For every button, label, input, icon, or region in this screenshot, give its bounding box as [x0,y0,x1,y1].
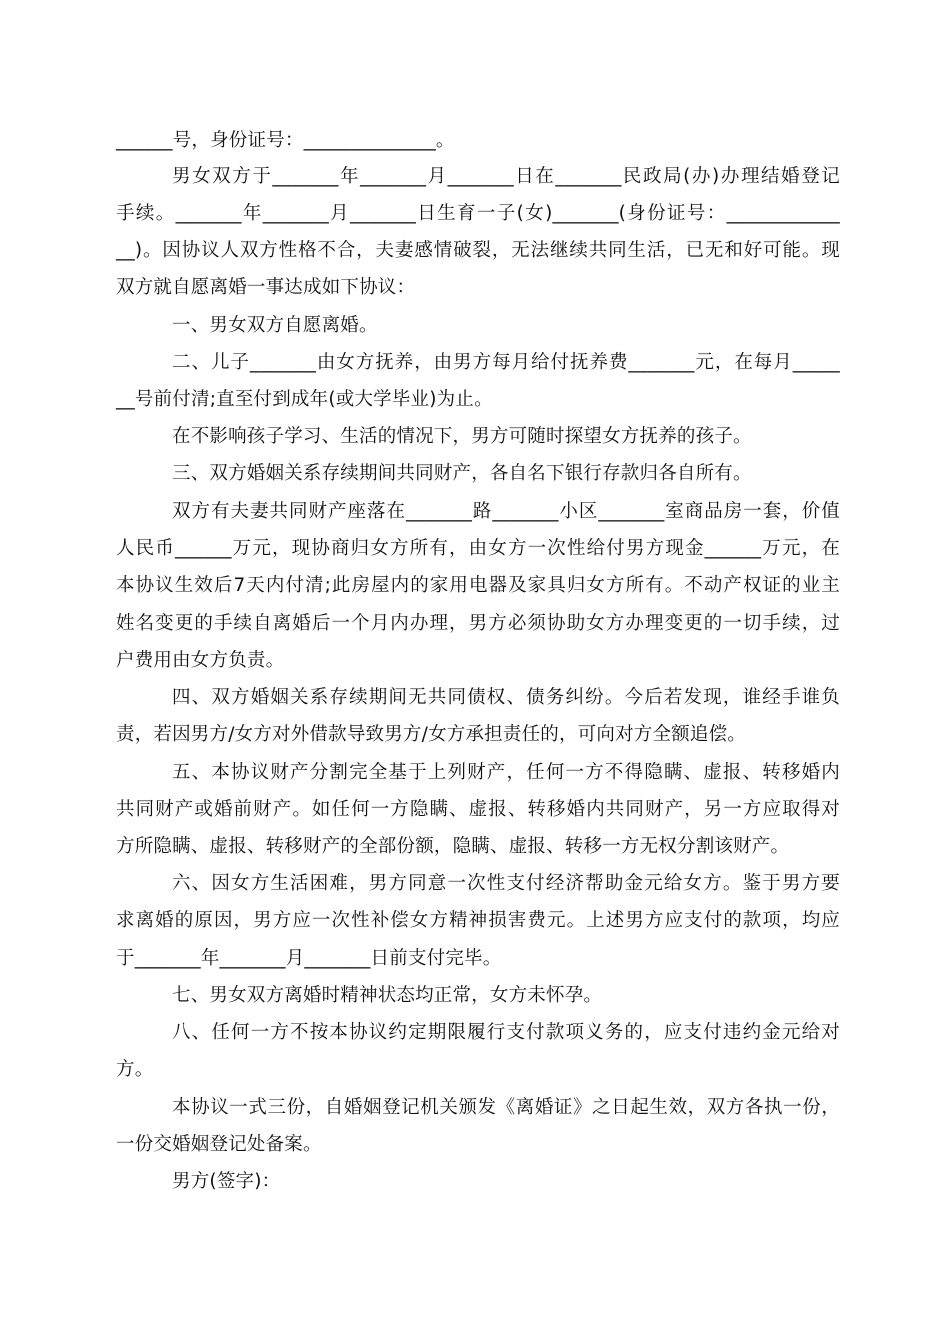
text-line: 户费用由女方负责。 [116,650,285,671]
text-line: 于_______年_______月_______日前支付完毕。 [116,948,502,969]
text-line: 责，若因男方/女方对外借款导致男方/女方承担责任的，可向对方全额追偿。 [116,724,746,745]
text-line: 手续。_______年_______月_______日生育一子(女)_______(身份证号：____________ [116,203,840,224]
text-line: 一份交婚姻登记处备案。 [116,1134,322,1155]
text-line: 二、儿子_______由女方抚养，由男方每月给付抚养费_______元，在每月_____ [172,352,840,373]
text-line: 姓名变更的手续自离婚后一个月内办理，男方必须协助女方办理变更的一切手续，过 [116,613,840,634]
text-line: 求离婚的原因，男方应一次性补偿女方精神损害费元。上述男方应支付的款项，均应 [116,910,840,931]
text-line: 四、双方婚姻关系存续期间无共同债权、债务纠纷。今后若发现，谁经手谁负 [172,687,840,708]
text-line: __号前付清;直至付到成年(或大学毕业)为止。 [116,389,493,410]
text-line: 共同财产或婚前财产。如任何一方隐瞒、虚报、转移婚内共同财产，另一方应取得对 [116,799,840,820]
text-line: 八、任何一方不按本协议约定期限履行支付款项义务的，应支付违约金元给对 [172,1022,840,1043]
text-line: 六、因女方生活困难，男方同意一次性支付经济帮助金元给女方。鉴于男方要 [172,873,840,894]
text-line: 本协议一式三份，自婚姻登记机关颁发《离婚证》之日起生效，双方各执一份， [172,1097,840,1118]
text-line: 双方就自愿离婚一事达成如下协议： [116,277,416,298]
text-line: 双方有夫妻共同财产座落在_______路_______小区_______室商品房一套，价值 [172,501,840,522]
text-line: 本协议生效后7天内付清;此房屋内的家用电器及家具归女方所有。不动产权证的业主 [116,575,840,596]
text-line: 七、男女双方离婚时精神状态均正常，女方未怀孕。 [172,985,603,1006]
text-line: 一、男女双方自愿离婚。 [172,315,378,336]
text-line: 在不影响孩子学习、生活的情况下，男方可随时探望女方抚养的孩子。 [172,426,752,447]
text-line: 男女双方于_______年_______月_______日在_______民政局(办)办理结婚登记 [172,166,840,187]
text-line: 人民币______万元，现协商归女方所有，由女方一次性给付男方现金______万元，在 [116,538,840,559]
text-line: __)。因协议人双方性格不合，夫妻感情破裂，无法继续共同生活，已无和好可能。现 [116,240,840,261]
signature-label: 男方(签字)： [172,1171,281,1192]
text-line: ______号，身份证号：______________。 [116,130,455,151]
text-line: 三、双方婚姻关系存续期间共同财产，各自名下银行存款归各自所有。 [172,463,752,484]
text-line: 方所隐瞒、虚报、转移财产的全部份额，隐瞒、虚报、转移一方无权分割该财产。 [116,836,790,857]
text-line: 五、本协议财产分割完全基于上列财产，任何一方不得隐瞒、虚报、转移婚内 [172,762,840,783]
text-line: 方。 [116,1059,154,1080]
